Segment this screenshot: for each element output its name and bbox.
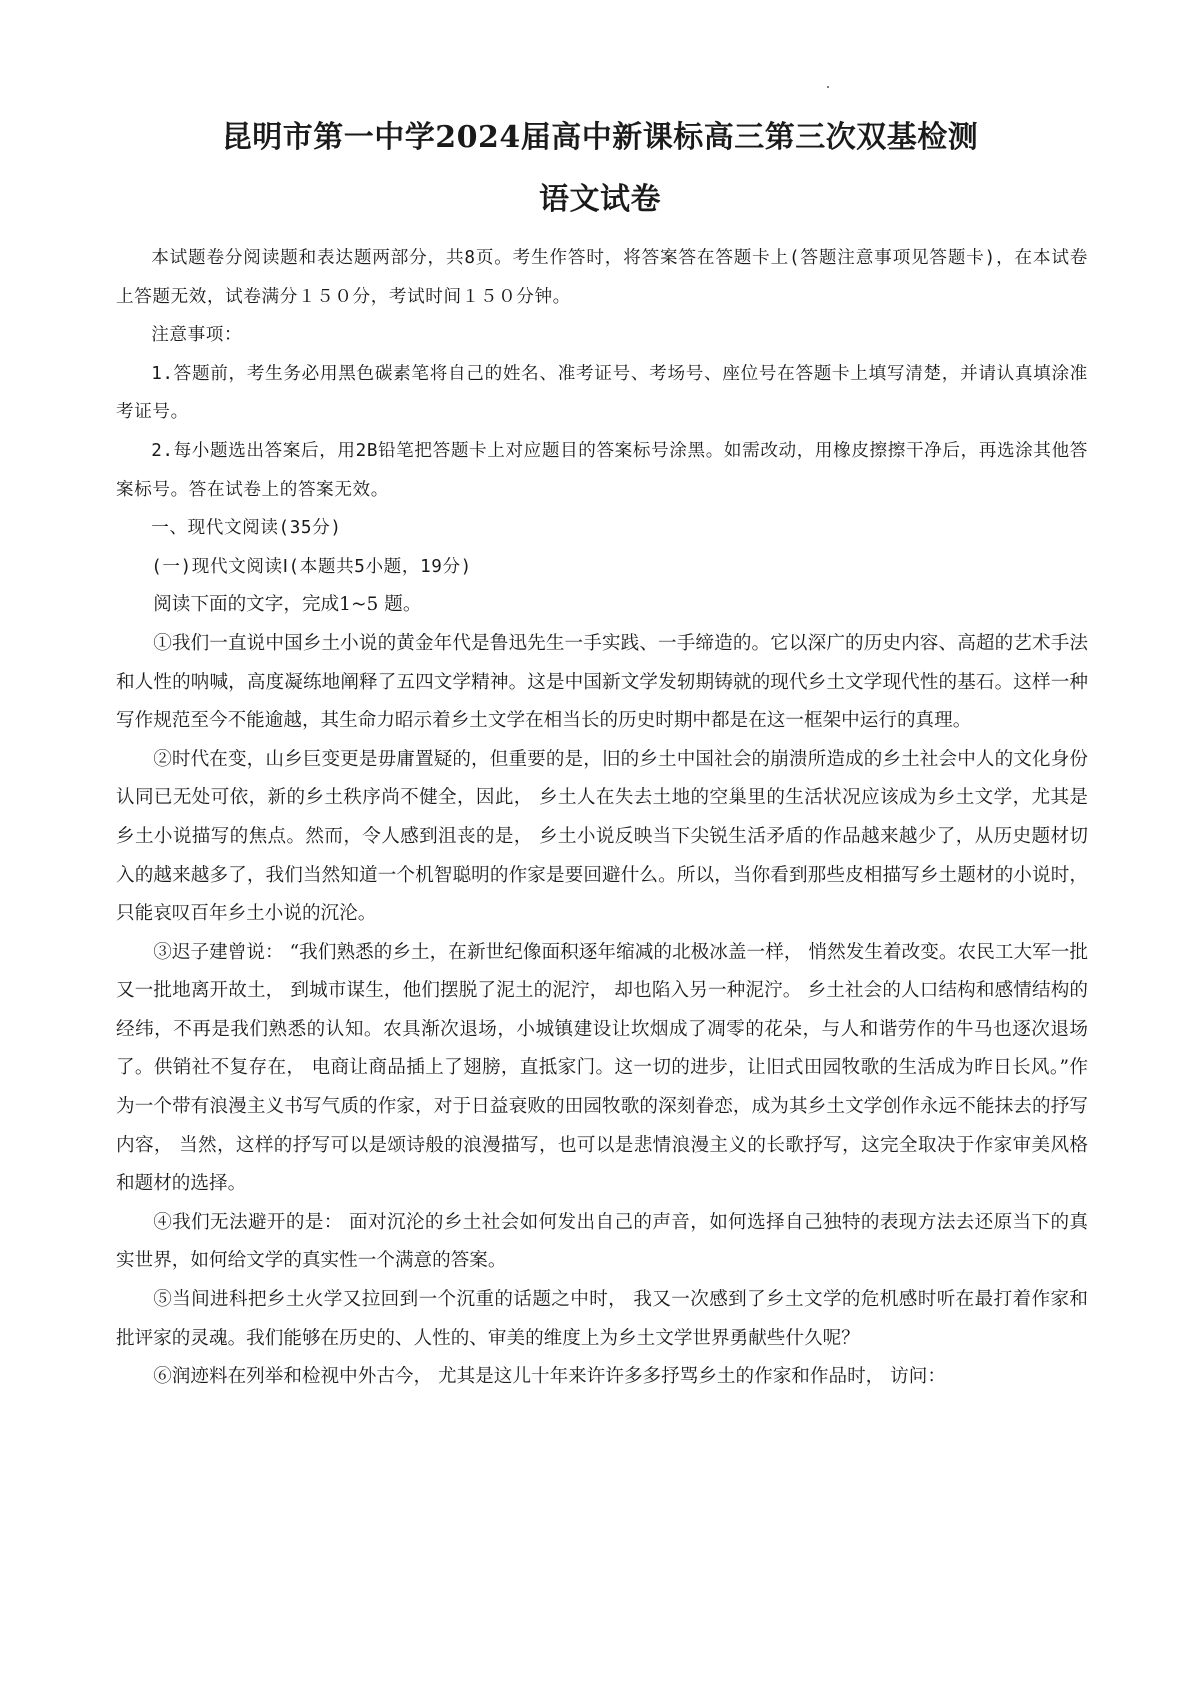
- notice-item-2: 2.每小题选出答案后，用2B铅笔把答题卡上对应题目的答案标号涂黑。如需改动，用橡皮擦擦干净后，再选涂其他答案标号。答在试卷上的答案无效。: [116, 440, 1088, 500]
- reading-prompt: 阅读下面的文字，完成1~5 题。: [153, 594, 422, 616]
- exam-body: [116, 239, 1088, 1397]
- notice-heading: 注意事项：: [151, 325, 243, 346]
- passage-paragraph-3: ③迟子建曾说： “我们熟悉的乡土，在新世纪像面积逐年缩减的北极冰盖一样， 悄然发生着改变。农民工大军一批又一批地离开故土， 到城市谋生，他们摆脱了泥土的泥泞， 却也陷入另一种泥泞。 乡土社会的人口结构和感情结构的经纬，不再是我们熟悉的认知。农具渐次退场，小城镇建设让坎烟成了凋零的花朵，与人和谐劳作的牛马也逐次退场了。供销社不复存在， 电商让商品插上了翅膀，直抵家门。这一切的进步，让旧式田园牧歌的生活成为昨日长风。”作为一个带有浪漫主义书写气质的作家，对于日益衰败的田园牧歌的深刻眷恋，成为其乡土文学创作永远不能抹去的抒写内容， 当然，这样的抒写可以是颂诗般的浪漫描写，也可以是悲情浪漫主义的长歌抒写，这完全取决于作家审美风格和题材的选择。: [116, 941, 1088, 1195]
- passage-paragraph-5: ⑤当间进科把乡土火学又拉回到一个沉重的话题之中时， 我又一次感到了乡土文学的危机感时听在最打着作家和批评家的灵魂。我们能够在历史的、人性的、审美的维度上为乡土文学世界勇献些什久呢？: [116, 1289, 1088, 1349]
- notice-item-1: 1.答题前，考生务必用黑色碳素笔将自己的姓名、准考证号、考场号、座位号在答题卡上填写清楚，并请认真填涂准考证号。: [116, 363, 1088, 423]
- passage-paragraph-4: ④我们无法避开的是： 面对沉沦的乡土社会如何发出自己的声音，如何选择自己独特的表现方法去还原当下的真实世界，如何给文学的真实性一个满意的答案。: [116, 1211, 1088, 1272]
- scan-speck: [827, 86, 829, 88]
- passage-paragraph-1: ①我们一直说中国乡土小说的黄金年代是鲁迅先生一手实践、一手缔造的。它以深广的历史内容、高超的艺术手法和人性的呐喊，高度凝练地阐释了五四文学精神。这是中国新文学发轫期铸就的现代乡土文学现代性的基石。这样一种写作规范至今不能逾越，其生命力昭示着乡土文学在相当长的历史时期中都是在这一框架中运行的真理。: [116, 632, 1088, 732]
- passage-paragraph-6: ⑥润迹料在列举和检视中外古今， 尤其是这儿十年来许许多多抒骂乡土的作家和作品时， 访问：: [153, 1366, 946, 1388]
- section-heading: 一、现代文阅读(35分): [151, 518, 342, 539]
- subsection-heading: (一)现代文阅读Ⅰ(本题共5小题，19分): [151, 556, 472, 577]
- passage-paragraph-2: ②时代在变，山乡巨变更是毋庸置疑的，但重要的是，旧的乡土中国社会的崩溃所造成的乡土社会中人的文化身份认同已无处可依，新的乡土秩序尚不健全，因此， 乡土人在失去土地的空巢里的生活状况应该成为乡土文学，尤其是乡土小说描写的焦点。然而，令人感到沮丧的是， 乡土小说反映当下尖锐生活矛盾的作品越来越少了，从历史题材切入的越来越多了，我们当然知道一个机智聪明的作家是要回避什么。所以，当你看到那些皮相描写乡土题材的小说时，只能哀叹百年乡土小说的沉沦。: [116, 748, 1088, 925]
- intro-paragraph: 本试题卷分阅读题和表达题两部分，共8页。考生作答时，将答案答在答题卡上(答题注意事项见答题卡)，在本试卷上答题无效，试卷满分１５０分，考试时间１５０分钟。: [116, 248, 1088, 307]
- exam-title: 昆明市第一中学2024届高中新课标高三第三次双基检测: [221, 120, 979, 155]
- exam-subtitle: 语文试卷: [539, 182, 661, 217]
